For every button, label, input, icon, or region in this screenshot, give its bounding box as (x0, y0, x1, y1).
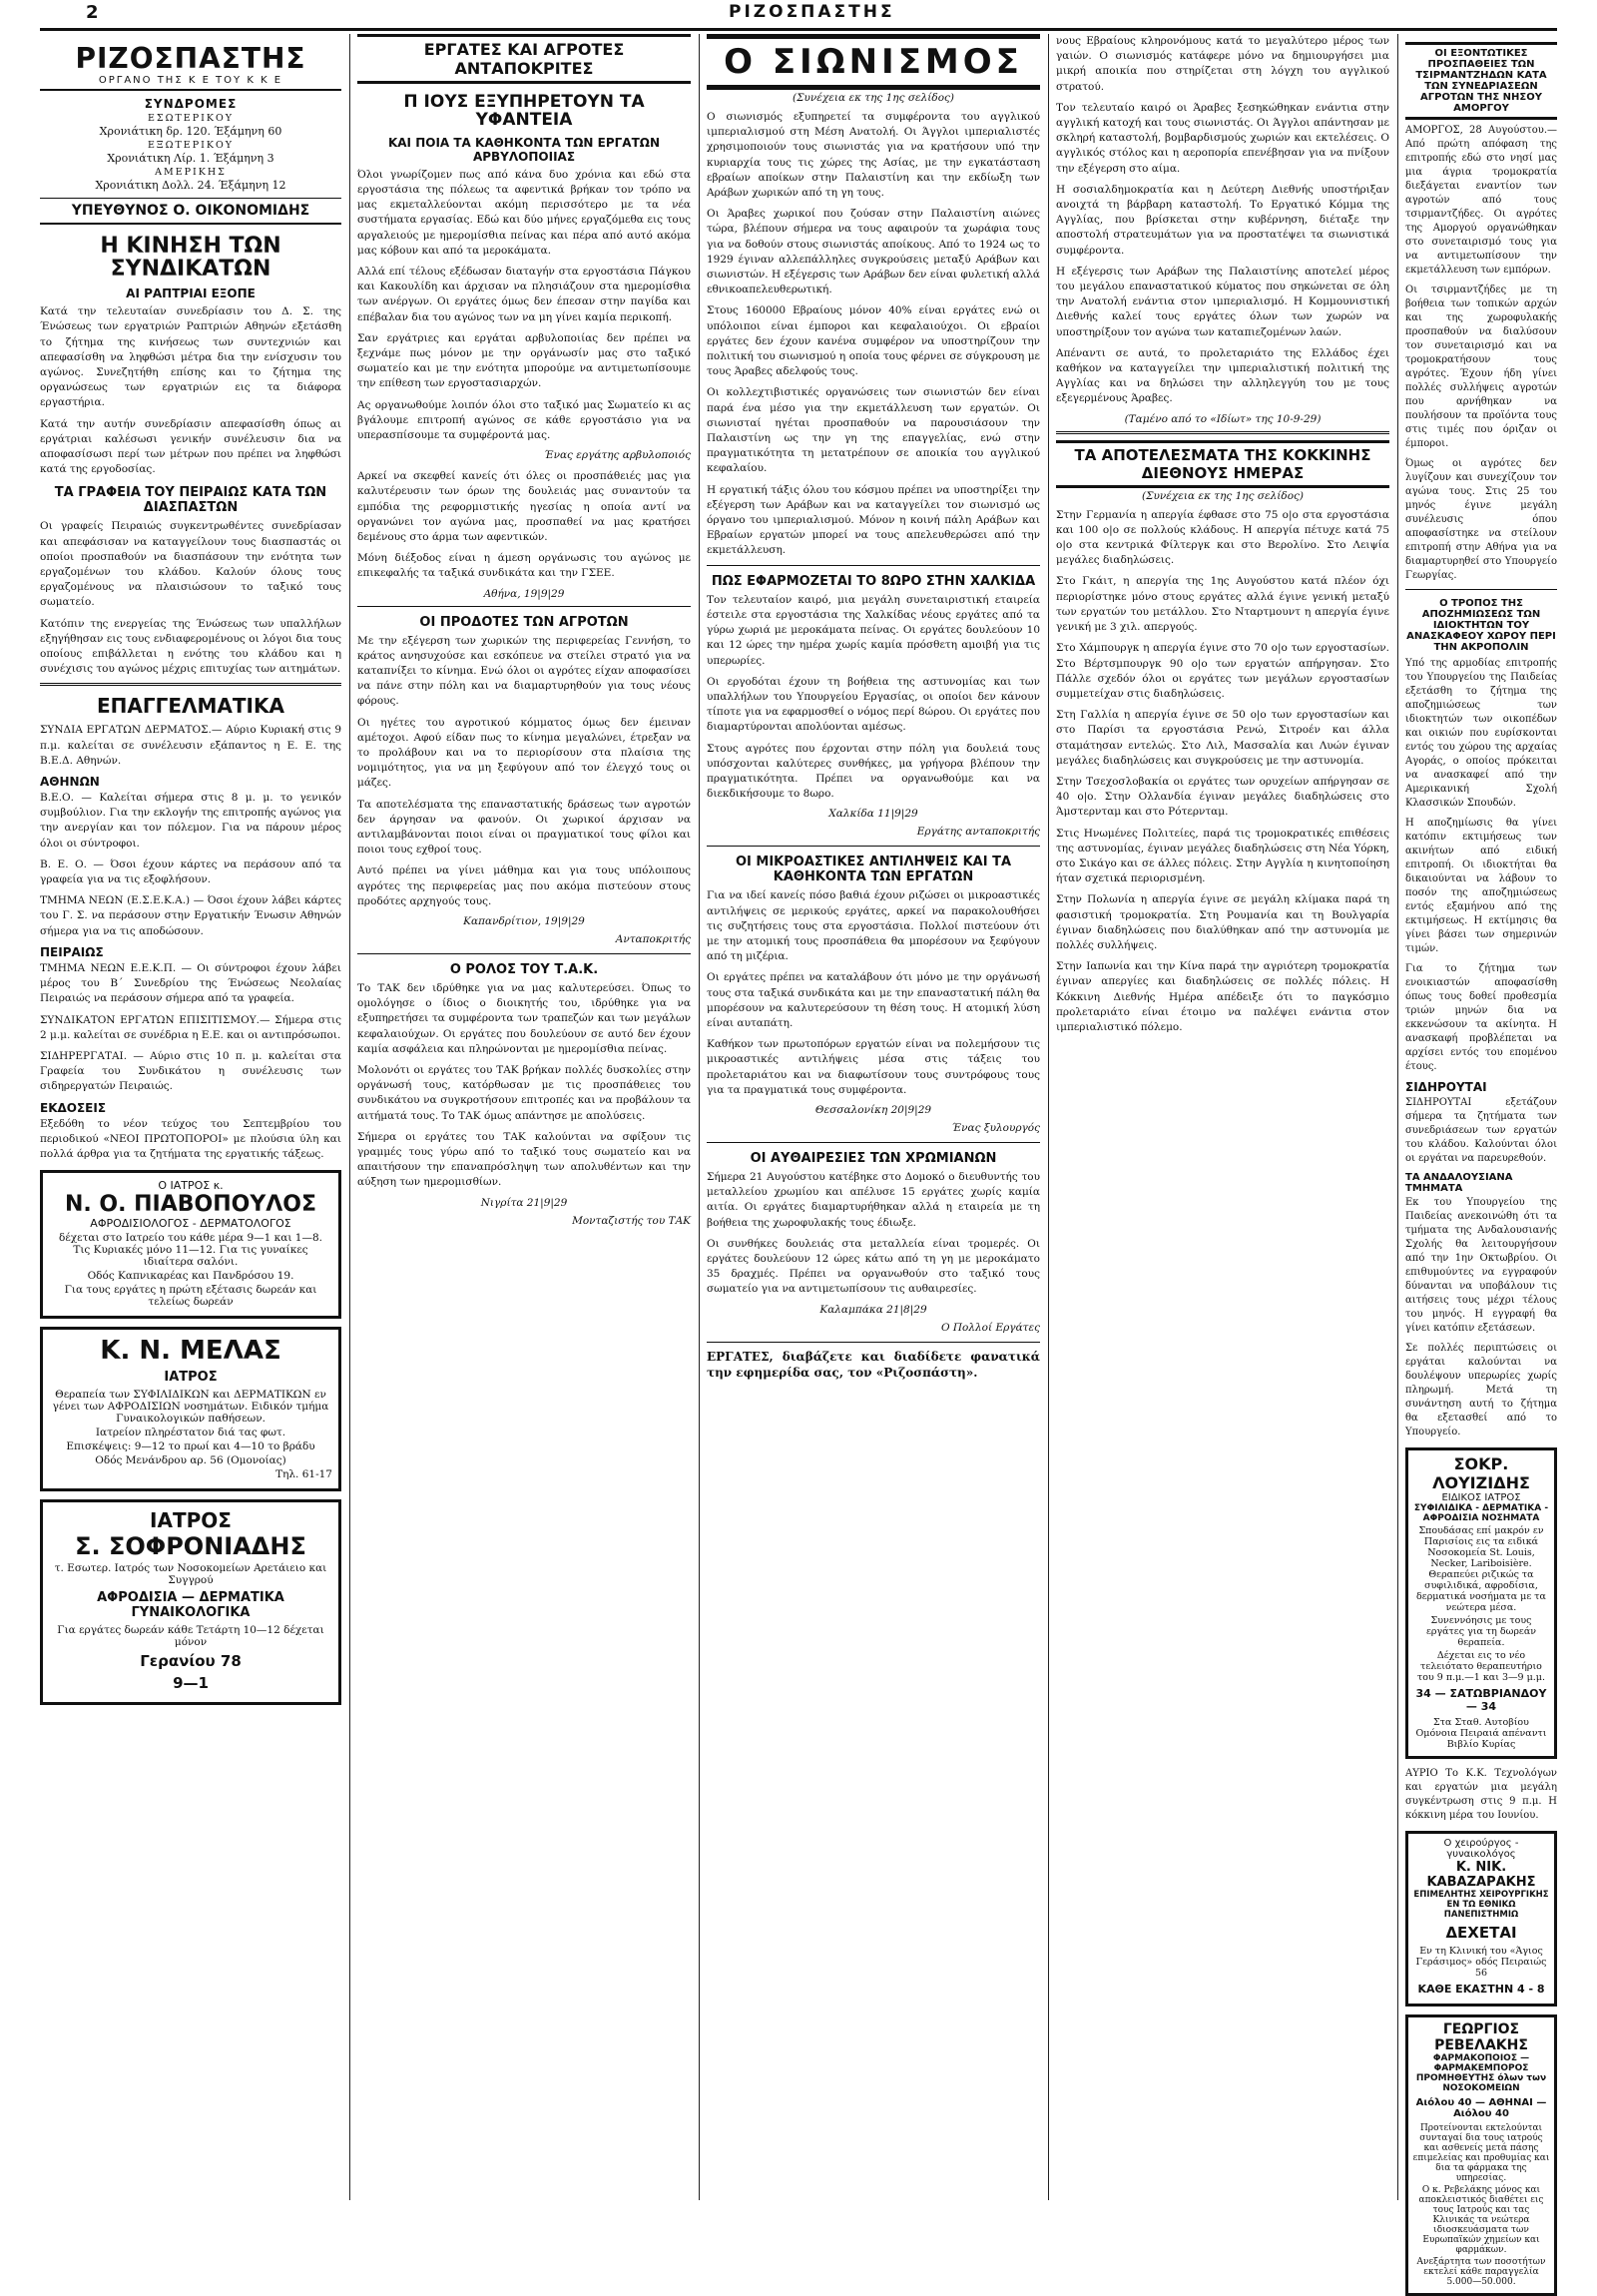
article-subheadline: ΑΙ ΡΑΠΤΡΙΑΙ ΕΞΟΠΕ (126, 287, 256, 301)
article-paragraph: Καθήκον των πρωτοπόρων εργατών είναι να πολεμήσουν τις μικροαστικές αντιλήψεις μέσα στις τάξεις του προλεταριάτου και να διαφωτίσουν τους συντρόφους τους για τα πραγματικά τους συμφέροντα. (707, 1038, 1040, 1096)
article-headline: ΤΑ ΓΡΑΦΕΙΑ ΤΟΥ ΠΕΙΡΑΙΩΣ ΚΑΤΑ ΤΩΝ ΔΙΑΣΠΑΣΤΩΝ (54, 485, 327, 516)
article-paragraph: Για το ζήτημα των ενοικιαστών αποφασίσθη όπως τους δοθεί προθεσμία τριών μηνών δια να εκκενώσουν τα ακίνητα. Η ανασκαφή προβλέπεται να αρχίσει εντός του επομένου έτους. (1405, 963, 1557, 1072)
article-headline: Ο ΤΡΟΠΟΣ ΤΗΣ ΑΠΟΖΗΜΙΩΣΕΩΣ ΤΩΝ ΙΔΙΟΚΤΗΤΩΝ ΤΟΥ ΑΝΑΣΚΑΦΕΟΥ ΧΩΡΟΥ ΠΕΡΙ ΤΗΝ ΑΚΡΟΠΟΛΙΝ (1406, 598, 1556, 653)
article-paragraph: Β.Ε.Ο. — Καλείται σήμερα στις 8 μ. μ. το γενικόν συμβούλιον. Για την εκλογήν της επιτροπής αγώνος για την ανεργίαν και τον πόλεμον. Για να πάρουν μέρος όλοι οι σύντροφοι. (40, 792, 341, 850)
column-5 (1405, 34, 1557, 2287)
ad-line: Θεραπεία των ΣΥΦΙΛΙΔΙΚΩΝ και ΔΕΡΜΑΤΙΚΩΝ εν γένει των ΑΦΡΟΔΙΣΙΩΝ νοσημάτων. Ειδικόν τμήμα Γυναικολογικών παθήσεων. (52, 1389, 329, 1426)
page-number: 2 (86, 2, 99, 23)
article-paragraph: Η σοσιαλδημοκρατία και η Δεύτερη Διεθνής υποστήριξαν ανοιχτά τη βάρβαρη καταστολή. Το Εργατικό Κόμμα της Αγγλίας, που βρίσκεται στην κυβέρνηση, διέταξε την αποστολή στρατευμάτων για να προστατέψει τα σιωνιστικά συμφέροντα. (1056, 183, 1389, 257)
article-headline: ΠΩΣ ΕΦΑΡΜΟΖΕΤΑΙ ΤΟ 8ΩΡΟ ΣΤΗΝ ΧΑΛΚΙΔΑ (711, 573, 1036, 589)
section-banner: ΕΡΓΑΤΕΣ ΚΑΙ ΑΓΡΟΤΕΣ ΑΝΤΑΠΟΚΡΙΤΕΣ (357, 34, 691, 84)
divider (707, 846, 1040, 847)
column-rule (349, 34, 350, 2200)
article-source: (Ταμένο από το «Ιδίωτ» της 10-9-29) (1124, 412, 1322, 425)
article-paragraph: Οι κολλεχτιβιστικές οργανώσεις των σιωνιστών δεν είναι παρά ένα μέσο για την εκμετάλλευση των εργατών. Οι σιωνισταί ηγέται προσπαθούν να παρουσιάσουν την Παλαιστίνη ως την γη της επαγγελίας, ενώ στην πραγματικότητα τη μετατρέπουν σε αποικία του αγγλικού κεφαλαίου. (707, 386, 1040, 475)
subscription-line: Χρονιάτικη Λίρ. 1. Έξάμηνη 3 (107, 152, 274, 165)
article-paragraph: Οι ηγέτες του αγροτικού κόμματος όμως δεν έμειναν αμέτοχοι. Αφού είδαν πως το κίνημα μεγαλώνει, έτρεξαν να το προλάβουν και να το περιορίσουν στα πλαίσια της νομιμότητος, για να μη ξεφύγουν από τον έλεγχό τους οι μάζες. (357, 716, 691, 790)
ad-line: Εν τη Κλινική του «Άγιος Γεράσιμος» οδός Πειραιώς 56 (1415, 1946, 1547, 1979)
article-paragraph: ΣΥΝΔΙΚΑΤΟΝ ΕΡΓΑΤΩΝ ΕΠΙΣΙΤΙΣΜΟΥ.— Σήμερα στις 2 μ.μ. καλείται σε συνέδρια η Ε.Ε. και οι αντιπρόσωποι. (40, 1013, 341, 1041)
editor-line: ΥΠΕΥΘΥΝΟΣ Ο. ΟΙΚΟΝΟΜΙΔΗΣ (40, 198, 341, 225)
article-paragraph: Ας οργανωθούμε λοιπόν όλοι στο ταξικό μας Σωματείο κι ας βγάλουμε επιτροπή αγώνος σε κάθε εργοστάσιο για να υπερασπίσουμε τα συμφέροντά μας. (357, 398, 691, 441)
article-headline: ΤΑ ΑΠΟΤΕΛΕΣΜΑΤΑ ΤΗΣ ΚΟΚΚΙΝΗΣ ΔΙΕΘΝΟΥΣ ΗΜΕΡΑΣ (1056, 440, 1389, 488)
article-paragraph: Ο σιωνισμός εξυπηρετεί τα συμφέροντα του αγγλικού ιμπεριαλισμού στη Μέση Ανατολή. Οι Άγγλοι ιμπεριαλιστές χρησιμοποιούν τους σιωνιστάς για να κρατήσουν υπό την κυριαρχία τους τις χώρες της Ασίας, με την εγκατάσταση εβραίων αποίκων στην Παλαιστίνη και την εκδίωξη των Αράβων χωρικών από τη γη τους. (707, 111, 1040, 200)
paper-name: ΡΙΖΟΣΠΑΣΤΗΣ (729, 2, 895, 22)
subscription-line: Χρονιάτικη δρ. 120. Έξάμηνη 60 (99, 125, 282, 138)
article-paragraph: Μόνη διέξοδος είναι η άμεση οργάνωσις του αγώνος με επικεφαλής τα ταξικά συνδικάτα και την ΓΣΕΕ. (357, 552, 691, 580)
ad-line: Για τους εργάτες η πρώτη εξέτασις δωρεάν και τελείως δωρεάν (64, 1284, 317, 1309)
ad-line: Για εργάτες δωρεάν κάθε Τετάρτη 10—12 δέχεται μόνον (57, 1624, 324, 1649)
column-4 (1056, 34, 1389, 2200)
column-2 (357, 34, 691, 2200)
article-paragraph: Για να ιδεί κανείς πόσο βαθιά έχουν ριζώσει οι μικροαστικές αντιλήψεις σε μερικούς εργάτες, αρκεί να παρακολουθήσει τις συζητήσεις τους στα εργοστάσια. Πολλοί πιστεύουν ότι με την ατομική τους προσπάθεια θα μπορέσουν να ξεφύγουν από τη μιζέρια. (707, 889, 1040, 963)
article-paragraph: Η αποζημίωσις θα γίνει κατόπιν εκτιμήσεως των ακινήτων από ειδική επιτροπή. Οι ιδιοκτήται θα δικαιούνται να λάβουν το ποσόν της αποζημιώσεως εντός εξαμήνου από της εκτιμήσεως. Η εκτίμησις θα γίνει βάσει των σημερινών τιμών. (1405, 818, 1557, 954)
article-dateline: Νιγρίτα 21|9|29 (480, 1196, 568, 1209)
ad-role: ΦΑΡΜΑΚΟΠΟΙΟΣ — ΦΑΡΜΑΚΕΜΠΟΡΟΣ (1432, 2053, 1530, 2073)
ad-line: τ. Εσωτερ. Ιατρός των Νοσοκομείων Αρετάιειο και Συγγρού (54, 1562, 327, 1587)
column-1 (40, 34, 341, 2200)
ad-line: Δέχεται εις το νέο τελειότατο θεραπευτήριο του 9 π.μ.—1 και 3—9 μ.μ. (1417, 1650, 1545, 1683)
article-paragraph: Εξεδόθη το νέον τεύχος του Σεπτεμβρίου του περιοδικού «ΝΕΟΙ ΠΡΩΤΟΠΟΡΟΙ» με πλούσια ύλη και πολλά άρθρα για τα ζητήματα της εργατικής τάξεως. (40, 1117, 341, 1160)
article-paragraph: Τα αποτελέσματα της επαναστατικής δράσεως των αγροτών δεν άργησαν να φανούν. Οι χωρικοί άρχισαν να αντιλαμβάνονται ποιοι είναι οι πραγματικοί τους φίλοι και ποιοι τους εχθροί τους. (357, 798, 691, 857)
column-rule (1048, 34, 1049, 2200)
ad-name: Κ. Ν. ΜΕΛΑΣ (100, 1336, 281, 1367)
masthead-subtitle: ΟΡΓΑΝΟ ΤΗΣ Κ Ε ΤΟΥ Κ Κ Ε (40, 75, 341, 91)
ad-line: Ανεξάρτητα των ποσοτήτων εκτελεί κάθε παραγγελία 5.000—50.000. (1416, 2257, 1546, 2287)
article-paragraph: ΤΜΗΜΑ ΝΕΩΝ Ε.Ε.Κ.Π. — Οι σύντροφοι έχουν λάβει μέρος του Β΄ Συνεδρίου της Ένώσεως Νεολαίας Πειραιώς να περάσουν σήμερα από τα γραφεία. (40, 961, 341, 1005)
article-paragraph: Στο Γκάιτ, η απεργία της 1ης Αυγούστου κατά πλέον όχι περιορίστηκε μόνο στους εργάτες αλλά έγινε γενική μεταξύ των εργατών του μετάλλου. Στο Νταρτμουντ η απεργία έγινε γενική με 3 χιλ. απεργούς. (1056, 575, 1389, 634)
main-headline: Ο ΣΙΩΝΙΣΜΟΣ (707, 34, 1040, 90)
ad-line: Συνεννόησις με τους εργάτες για τη δωρεάν θεραπεία. (1425, 1615, 1537, 1648)
article-headline: Η ΚΙΝΗΣΗ ΤΩΝ ΣΥΝΔΙΚΑΤΩΝ (100, 234, 281, 283)
divider (357, 606, 691, 607)
article-headline: ΟΙ ΕΞΟΝΤΩΤΙΚΕΣ ΠΡΟΣΠΑΘΕΙΕΣ ΤΩΝ ΤΣΙΡΜΑΝΤΖΗΔΩΝ ΚΑΤΑ ΤΩΝ ΣΥΝΕΔΡΙΑΣΕΩΝ ΑΓΡΟΤΩΝ ΤΗΣ ΝΗΣΟΥ ΑΜΟΡΓΟΥ (1405, 42, 1557, 120)
ad-name: ΣΟΚΡ. ΛΟΥΙΖΙΔΗΣ (1432, 1454, 1530, 1492)
article-paragraph: Οι εργοδόται έχουν τη βοήθεια της αστυνομίας και των υπαλλήλων του Υπουργείου Εργασίας, οι οποίοι δεν κάνουν τίποτε για να εφαρμοσθεί ο νόμος περί 8ώρου. Οι εργάτες που διαμαρτύρονται απολύονται αμέσως. (707, 675, 1040, 734)
article-paragraph: Αυτό πρέπει να γίνει μάθημα και για τους υπόλοιπους αγρότες της περιφερείας μας που ακόμα πιστεύουν στους προδότες αρχηγούς τους. (357, 864, 691, 907)
ad-hours: 9—1 (173, 1674, 209, 1693)
article-paragraph: Β. Ε. Ο. — Όσοι έχουν κάρτες να περάσουν από τα γραφεία για να τις εξοφλήσουν. (40, 858, 341, 886)
continuation-note: (Συνέχεια εκ της 1ης σελίδος) (1141, 489, 1305, 502)
article-headline: Ο ΡΟΛΟΣ ΤΟΥ Τ.Α.Κ. (449, 962, 599, 978)
ad-phone: Τηλ. 61-17 (275, 1468, 332, 1481)
article-paragraph: ΑΜΟΡΓΟΣ, 28 Αυγούστου.— Από πρώτη απόφαση της επιτροπής εδώ στο νησί μας μια άγρια τρομοκρατία διεξάγεται εναντίον των αγροτών από τους τσιρμαντζήδες. Οι αγρότες της Αμοργού οργανώθηκαν στο συνεταιρισμό τους για να αντιμετωπίσουν την εκμετάλλευση των εμπόρων. (1405, 125, 1557, 276)
article-paragraph: Στην Πολωνία η απεργία έγινε σε μεγάλη κλίμακα παρά τη φασιστική τρομοκρατία. Στη Ρουμανία και τη Βουλγαρία έγιναν διαδηλώσεις που διαλύθηκαν από την αστυνομία με πολλές συλλήψεις. (1056, 893, 1389, 951)
article-paragraph: Αρκεί να σκεφθεί κανείς ότι όλες οι προσπάθειές μας για καλυτέρευσιν των όρων της δουλειάς μας συναντούν τα εμπόδια της ρεφορμιστικής ηγεσίας η οποία αντί να οργανώνει τον αγώνα μας, προσπαθεί να μας κρατήσει δεμένους στο άρμα των αφεντικών. (357, 470, 691, 543)
article-signature: Ένας ξυλουργός (951, 1121, 1040, 1134)
footer-appeal: ΕΡΓΑΤΕΣ, διαβάζετε και διαδίδετε φανατικά την εφημερίδα σας, τον «Ριζοσπάστη». (707, 1349, 1040, 1380)
column-rule (699, 34, 700, 2200)
subscription-head: ΕΣΩΤΕΡΙΚΟΥ (147, 113, 235, 124)
article-paragraph: Στην Γερμανία η απεργία έφθασε στο 75 ο|ο στα εργοστάσια και 100 ο|ο σε πολλούς κλάδους. Η απεργία πέτυχε κατά 75 ο|ο στα κεντρικά Φίλτεργκ και στο Βερολίνο. Στο Λειψία μεγάλες διαδηλώσεις. (1056, 508, 1389, 567)
advertisement (1405, 1447, 1557, 1759)
article-paragraph: Με την εξέγερση των χωρικών της περιφερείας Γεννήση, το κράτος ανησυχούσε και εσκόπευε να στείλει στρατό για να καταπνίξει το κίνημα. Ενώ όλοι οι αγρότες είχαν αποφασίσει να πάνε στην πόλη και να διαμαρτυρηθούν για τους νέους φόρους. (357, 634, 691, 708)
ad-name: Κ. ΝΙΚ. ΚΑΒΑΖΑΡΑΚΗΣ (1426, 1860, 1536, 1890)
article-paragraph: Σήμερα οι εργάτες του ΤΑΚ καλούνται να σφίξουν τις γραμμές τους γύρω από το ταξικό τους σωματείο και να απαιτήσουν την επαναπρόσληψη των απολυθέντων και την αύξηση των ημερομισθίων. (357, 1130, 691, 1189)
article-paragraph: Εκ του Υπουργείου της Παιδείας ανεκοινώθη ότι τα τμήματα της Ανδαλουσιανής Σχολής θα λειτουργήσουν από την 1ην Οκτωβρίου. Οι επιθυμούντες να εγγραφούν δύνανται να υποβάλουν τις αιτήσεις τους μέχρι τέλους του μηνός. Η εγγραφή θα γίνει κατόπιν εξετάσεων. (1405, 1197, 1557, 1334)
article-paragraph: Στους αγρότες που έρχονται στην πόλη για δουλειά τους υπόσχονται καλύτερες συνθήκες, μα γρήγορα βλέπουν την πραγματικότητα. Πρέπει να οργανωθούμε και να διεκδικήσουμε το 8ωρο. (707, 742, 1040, 801)
divider (1405, 589, 1557, 590)
article-paragraph: Όλοι γνωρίζομεν πως από κάνα δυο χρόνια και εδώ στα εργοστάσια της πόλεως τα αφεντικά βρήκαν τον τρόπο να μας εκμεταλλεύονται ακόμη περισσότερο με τα νέα συστήματα εργασίας. Εδώ και δύο μήνες εργαζόμεθα εις τους αργαλειούς με ημερομίσθια πείνας και πέρα από αυτό ακόμα μας κόβουν και από τα μεροκάματα. (357, 168, 691, 257)
advertisement (1405, 2014, 1557, 2296)
column-3 (707, 34, 1040, 2200)
ad-role: ΕΠΙΜΕΛΗΤΗΣ ΧΕΙΡΟΥΡΓΙΚΗΣ ΕΝ ΤΩ ΕΘΝΙΚΩ ΠΑΝΕΠΙΣΤΗΜΙΩ (1413, 1890, 1549, 1920)
article-paragraph: ΣΙΔΗΡΕΡΓΑΤΑΙ. — Αύριο στις 10 π. μ. καλείται στα Γραφεία του Συνδικάτου η συνέλευσις των σιδηρεργατών Πειραιώς. (40, 1049, 341, 1093)
article-dateline: Καπανδρίτιον, 19|9|29 (463, 915, 585, 928)
ad-address: 34 — ΣΑΤΩΒΡΙΑΝΔΟΥ — 34 (1415, 1687, 1547, 1713)
article-signature: Ο Πολλοί Εργάτες (940, 1321, 1040, 1334)
article-paragraph: Στο Χάμπουργκ η απεργία έγινε στο 70 ο|ο των εργοστασίων. Στο Βέρτσμπουργκ 90 ο|ο των εργατών απήργησαν. Στο Πάλλε σχεδόν όλοι οι εργάτες των μεγάλων εργοστασίων συμμετείχαν στις διαδηλώσεις. (1056, 642, 1389, 700)
subscription-head: ΕΞΩΤΕΡΙΚΟΥ (147, 140, 235, 151)
section-label: ΑΘΗΝΩΝ (40, 775, 100, 790)
ad-line: Ιατρείον πληρέστατον διά τας φωτ. (95, 1427, 286, 1439)
article-paragraph: ΑΥΡΙΟ Το Κ.Κ. Τεχνολόγων και εργατών μια μεγάλη συγκέντρωση στις 9 π.μ. Η κόκκινη μέρα του Ιουνίου. (1405, 1768, 1557, 1821)
article-paragraph: Σήμερα 21 Αυγούστου κατέβηκε στο Δομοκό ο διευθυντής του μεταλλείου χρωμίου και απέλυσε 15 εργάτες χωρίς καμία αιτία. Οι εργάτες διαμαρτυρήθηκαν αλλά η εταιρεία με τη βοήθεια της χωροφυλακής τους έδιωξε. (707, 1170, 1040, 1229)
article-paragraph: Κατά την αυτήν συνεδρίασιν απεφασίσθη όπως αι εργάτριαι καλέσωσι γενικήν συνέλευσιν δια να αποφασίσωσι περί των μέτρων που πρέπει να ληφθώσι κατά της εργοδοσίας. (40, 417, 341, 476)
ad-line: δέχεται στο Ιατρείο του κάθε μέρα 9—1 και 1—8. Τις Κυριακές μόνο 11—12. Για τις γυναίκες ιδιαίτερα σαλόνι. (59, 1232, 322, 1269)
article-signature: Εργάτης ανταποκριτής (916, 826, 1040, 839)
divider (40, 683, 341, 686)
ad-top: Ο χειρούργος - γυναικολόγος (1443, 1838, 1519, 1860)
divider (707, 1142, 1040, 1143)
subscriptions-title: ΣΥΝΔΡΟΜΕΣ (144, 97, 238, 111)
section-label: ΤΑ ΑΝΔΑΛΟΥΣΙΑΝΑ ΤΜΗΜΑΤΑ (1405, 1172, 1513, 1194)
article-paragraph: Η εξέγερσις των Αράβων της Παλαιστίνης αποτελεί μέρος του μεγάλου επαναστατικού κύματος που σηκώνεται σε όλη την Ανατολή ενάντια στον ιμπεριαλισμό. Η Κομμουνιστική Διεθνής καλεί τους εργάτες όλων των χωρών να υποστηρίξουν τον αγώνα των καταπιεζομένων λαών. (1056, 265, 1389, 338)
page-header (40, 0, 1557, 31)
article-paragraph: Οι γραφείς Πειραιώς συγκεντρωθέντες συνεδρίασαν και απεφάσισαν να καταγγείλουν τους διασπαστάς οι οποίοι προσπαθούν να διασπάσουν την ενότητα των εργαζομένων του κλάδου. Καλούν όλους τους εργαζομένους να πλαισιώσουν το ταξικό τους σωματείο. (40, 520, 341, 609)
article-paragraph: Οι εργάτες πρέπει να καταλάβουν ότι μόνο με την οργάνωσή τους στα ταξικά συνδικάτα και με την επαναστατική πάλη θα μπορέσουν να καλυτερεύσουν τη θέση τους. Η ατομική λύση είναι αυταπάτη. (707, 971, 1040, 1029)
article-paragraph: Τον τελευταίο καιρό οι Άραβες ξεσηκώθηκαν ενάντια στην αγγλική κατοχή και τους σιωνιστάς. Οι Άγγλοι απάντησαν με σκληρή καταστολή, βομβαρδισμούς χωριών και εκτελέσεις. Ο αγγλικός στόλος και η αεροπορία επενέβησαν για να πνίξουν την εξέγερση στο αίμα. (1056, 101, 1389, 175)
ad-line: Ο κ. Ρεβελάκης μόνος και αποκλειστικός διαθέτει εις τους Ιατρούς και τας Κλινικάς τα νεώτερα ιδιοσκευάσματα των Ευρωπαϊκών χημείων και φαρμάκων. (1418, 2185, 1544, 2255)
article-signature: Ανταποκριτής (615, 933, 691, 946)
article-paragraph: Οι τσιρμαντζήδες με τη βοήθεια των τοπικών αρχών και της χωροφυλακής προσπαθούν να διαλύσουν τον συνεταιρισμό και να τρομοκρατήσουν τους αγρότες. Έχουν ήδη γίνει πολλές συλλήψεις αγροτών που αρνήθηκαν να πουλήσουν τα προϊόντα τους στις τιμές που όριζαν οι έμποροι. (1405, 285, 1557, 449)
ad-line: Προτείνονται εκτελούνται συνταγαί δια τους ιατρούς και ασθενείς μετά πάσης επιμελείας και προθυμίας και δια τα φάρμακα της υπηρεσίας. (1412, 2123, 1550, 2183)
divider (707, 1342, 1040, 1343)
ad-address: Γερανίου 78 (140, 1652, 242, 1671)
article-dateline: Χαλκίδα 11|9|29 (828, 808, 918, 821)
ad-name: ΓΕΩΡΓΙΟΣ ΡΕΒΕΛΑΚΗΣ (1434, 2021, 1528, 2053)
article-paragraph: Σε πολλές περιπτώσεις οι εργάται καλούνται να δουλέψουν υπερωρίες χωρίς πληρωμή. Μετά τη συνάντηση αυτή το ζήτημα θα εξετασθεί από το Υπουργείο. (1405, 1343, 1557, 1437)
article-headline: ΟΙ ΜΙΚΡΟΑΣΤΙΚΕΣ ΑΝΤΙΛΗΨΕΙΣ ΚΑΙ ΤΑ ΚΑΘΗΚΟΝΤΑ ΤΩΝ ΕΡΓΑΤΩΝ (735, 855, 1012, 885)
ad-line: Οδός Καπνικαρέας και Πανδρόσου 19. (87, 1270, 294, 1283)
article-paragraph: Τον τελευταίον καιρό, μια μεγάλη συνεταιριστική εταιρεία έστειλε στα εργοστάσια της Χαλκίδας νέους εργάτες από τα γύρω χωριά με μεροκάματα πείνας. Οι εργάτες δουλεύουν 10 και 12 ώρες την ημέρα χωρίς καμία πρόσθετη αμοιβή για τις υπερωρίες. (707, 593, 1040, 667)
ad-line: ΑΦΡΟΔΙΣΙΑ — ΔΕΡΜΑΤΙΚΑ ΓΥΝΑΙΚΟΛΟΓΙΚΑ (97, 1590, 284, 1621)
article-paragraph: ΤΜΗΜΑ ΝΕΩΝ (Ε.Σ.Ε.Κ.Α.) — Όσοι έχουν λάβει κάρτες του Γ. Σ. να περάσουν στην Εργατικήν Ένωσιν Αθηνών σήμερα για να τις αποδώσουν. (40, 894, 341, 937)
section-headline: ΕΠΑΓΓΕΛΜΑΤΙΚΑ (97, 694, 284, 719)
article-signature: Μονταζιστής του ΤΑΚ (572, 1214, 691, 1227)
article-paragraph: Κατά την τελευταίαν συνεδρίασιν του Δ. Σ. της Ένώσεως των εργατριών Ραπτριών Αθηνών εξετάσθη το ζήτημα της κινήσεως των συντεχνιών και απεφασίσθη να ληφθώσι μέτρα δια την ενίσχυσιν του αγώνος. Συνεζητήθη επίσης και το ζήτημα της οργανώσεως των εργατριών εις τα διάφορα εργαστήρια. (40, 305, 341, 409)
ad-hours: ΚΑΘΕ ΕΚΑΣΤΗΝ 4 - 8 (1417, 1983, 1545, 1996)
article-paragraph: Οι Άραβες χωρικοί που ζούσαν στην Παλαιστίνη αιώνες τώρα, βλέπουν σήμερα να τους αφαιρούν τα χωράφια τους για να δοθούν στους σιωνιστάς αποίκους. Από το 1924 ως το 1929 έγιναν αλλεπάλληλες συγκρούσεις μεταξύ Αράβων και σιωνιστών. Η εξέγερσις των Αράβων δεν είναι φυλετική αλλά εθνικοαπελευθερωτική. (707, 208, 1040, 296)
masthead-title: ΡΙΖΟΣΠΑΣΤΗΣ (75, 42, 306, 75)
ad-role: ΙΑΤΡΟΣ (164, 1370, 218, 1386)
article-signature: Ένας εργάτης αρβυλοποιός (544, 449, 691, 462)
ad-role: ΕΙΔΙΚΟΣ ΙΑΤΡΟΣ (1441, 1492, 1521, 1503)
article-paragraph: ΣΙΔΗΡΟΥΤΑΙ εξετάζουν σήμερα τα ζητήματα των συνεδριάσεων των εργατών του κλάδου. Καλούνται όλοι οι εργάται να παρευρεθούν. (1405, 1097, 1557, 1164)
article-dateline: Καλαμπάκα 21|8|29 (819, 1303, 927, 1316)
article-paragraph: Το ΤΑΚ δεν ιδρύθηκε για να μας καλυτερεύσει. Όπως το ομολόγησε ο ίδιος ο διοικητής του, ιδρύθηκε για να εξυπηρετήσει τα συμφέροντα των τραπεζών και των μεγάλων κεφαλαιούχων. Οι εργάτες που δουλεύουν σε αυτό δεν έχουν καμία ασφάλεια και πληρώνονται με ημερομίσθια πείνας. (357, 982, 691, 1055)
advertisement (40, 1327, 341, 1491)
column-rule (1397, 34, 1398, 2200)
article-paragraph: Μολονότι οι εργάτες του ΤΑΚ βρήκαν πολλές δυσκολίες στην οργάνωσή τους, κατόρθωσαν με τις προσπάθειες του συνδικάτου να συγκροτήσουν επιτροπές και να προβάλουν τα αιτήματά τους. Το ΤΑΚ όμως απάντησε με απολύσεις. (357, 1064, 691, 1122)
article-paragraph: Στην Ιαπωνία και την Κίνα παρά την αγριότερη τρομοκρατία έγιναν απεργίες και διαδηλώσεις σε πολλές πόλεις. Η Κόκκινη Διεθνής Ημέρα απέδειξε ότι το παγκόσμιο προλεταριάτο είναι έτοιμο να παλέψει ενάντια στον ιμπεριαλιστικό πόλεμο. (1056, 960, 1389, 1033)
article-dateline: Αθήνα, 19|9|29 (483, 587, 565, 600)
ad-name: Ν. Ο. ΠΙΑΒΟΠΟΥΛΟΣ (64, 1192, 317, 1218)
article-dateline: Θεσσαλονίκη 20|9|29 (814, 1103, 932, 1116)
divider (1056, 431, 1389, 434)
section-label: ΣΙΔΗΡΟΥΤΑΙ (1405, 1080, 1487, 1094)
ad-specialty: ΣΥΦΙΛΙΔΙΚΑ - ΔΕΡΜΑΤΙΚΑ - ΑΦΡΟΔΙΣΙΑ ΝΟΣΗΜΑΤΑ (1413, 1503, 1549, 1523)
advertisement (1405, 1831, 1557, 2007)
article-paragraph: Στην Τσεχοσλοβακία οι εργάτες των ορυχείων απήργησαν σε 40 ο|ο. Στην Ολλανδία έγιναν μεγάλες διαδηλώσεις στο Άμστερνταμ και στο Ρότερνταμ. (1056, 775, 1389, 819)
divider (357, 953, 691, 954)
article-paragraph: Η εργατική τάξις όλου του κόσμου πρέπει να υποστηρίξει την εξέγερση των Αράβων και να καταγγείλει τον σιωνισμό ως όργανο του ιμπεριαλισμού. Μόνον η κοινή πάλη Αράβων και Εβραίων εργατών μπορεί να τους απελευθερώσει από την εκμετάλλευση. (707, 483, 1040, 557)
article-paragraph: Στις Ηνωμένες Πολιτείες, παρά τις τρομοκρατικές επιθέσεις της αστυνομίας, έγιναν μεγάλες διαδηλώσεις στη Νέα Υόρκη, στο Σικάγο και σε άλλες πόλεις. Στην Αγγλία η κινητοποίηση ήταν σχετικά περιορισμένη. (1056, 827, 1389, 885)
continuation-note: (Συνέχεια εκ της 1ης σελίδος) (792, 92, 955, 104)
article-paragraph: Απέναντι σε αυτά, το προλεταριάτο της Ελλάδος έχει καθήκον να καταγγείλει την ιμπεριαλιστική πολιτική της Αγγλίας και να δηλώσει την αλληλεγγύη του με τους εξεγερμένους Άραβες. (1056, 346, 1389, 405)
section-label: ΠΕΙΡΑΙΩΣ (40, 944, 104, 959)
article-paragraph: Κατόπιν της ενεργείας της Ένώσεως των υπαλλήλων εξηγήθησαν εις τους ενδιαφερομένους οι λόγοι δια τους οποίους επιβάλλεται η ενότης του κλάδου και η συνέχισις του αγώνος μέχρις επιτυχίας των αιτημάτων. (40, 617, 341, 676)
article-paragraph: Στους 160000 Εβραίους μόνον 40% είναι εργάτες ενώ οι υπόλοιποι είναι έμποροι και κεφαλαιούχοι. Οι εβραίοι εργάτες δεν έχουν κανένα συμφέρον να υποστηρίζουν την πολιτική του σιωνισμού η οποία τους φέρνει σε σύγκρουση με τους Άραβες αδελφούς τους. (707, 304, 1040, 378)
article-paragraph: Οι συνθήκες δουλειάς στα μεταλλεία είναι τρομερές. Οι εργάτες δουλεύουν 12 ώρες κάτω από τη γη με μεροκάματο 35 δραχμές. Πρέπει να οργανωθούν στο ταξικό τους σωματείο για να αντιμετωπίσουν τις αυθαιρεσίες. (707, 1237, 1040, 1296)
ad-top: Ο ΙΑΤΡΟΣ κ. (158, 1179, 224, 1193)
advertisement (40, 1170, 341, 1319)
article-paragraph: ΣΥΝΔΙΑ ΕΡΓΑΤΩΝ ΔΕΡΜΑΤΟΣ.— Αύριο Κυριακή στις 9 π.μ. καλείται σε συνέλευσιν εξάπαντος η Ε. Ε. της Β.Ε.Δ. Αθηνών. (40, 724, 341, 767)
subscription-head: ΑΜΕΡΙΚΗΣ (155, 167, 227, 178)
ad-line: ΔΕΧΕΤΑΙ (1445, 1924, 1517, 1942)
article-headline: ΟΙ ΑΥΘΑΙΡΕΣΙΕΣ ΤΩΝ ΧΡΩΜΙΑΝΩΝ (750, 1150, 997, 1166)
ad-line: Οδός Μενάνδρου αρ. 56 (Ομονοίας) (95, 1454, 286, 1467)
article-paragraph: Όμως οι αγρότες δεν λυγίζουν και συνεχίζουν τον αγώνα τους. Στις 25 του μηνός έγινε μεγάλη συνέλευσις όπου αποφασίστηκε να στείλουν επιτροπή στην Αθήνα για να διαμαρτυρηθεί στο Υπουργείο Γεωργίας. (1405, 458, 1557, 581)
article-headline: Π ΙΟΥΣ ΕΞΥΠΗΡΕΤΟΥΝ ΤΑ ΥΦΑΝΤΕΙΑ (403, 92, 645, 130)
divider (707, 565, 1040, 566)
subscription-line: Χρονιάτικη Δολλ. 24. Έξάμηνη 12 (95, 179, 286, 192)
ad-line: Επισκέψεις: 9—12 το πρωί και 4—10 το βράδυ (66, 1440, 315, 1453)
article-paragraph: Σαν εργάτριες και εργάται αρβυλοποιίας δεν πρέπει να ξεχνάμε πως μόνον με την οργάνωσίν μας στο ταξικό σωματείο και με την ενότητα μπορούμε να αντιμετωπίσουμε την επίθεση των εργοστασιαρχών. (357, 331, 691, 390)
article-headline: ΟΙ ΠΡΟΔΟΤΕΣ ΤΩΝ ΑΓΡΟΤΩΝ (419, 614, 629, 630)
ad-address: Αιόλου 40 — ΑΘΗΝΑΙ — Αιόλου 40 (1415, 2097, 1547, 2119)
article-paragraph: Στη Γαλλία η απεργία έγινε σε 50 ο|ο των εργοστασίων και στο Παρίσι τα εργοστάσια Ρενώ, Σιτροέν και άλλα σταμάτησαν εντελώς. Στο Λιλ, Μασσαλία και Λυών έγιναν μεγάλες διαδηλώσεις και συγκρούσεις με την αστυνομία. (1056, 709, 1389, 767)
article-subheadline: ΚΑΙ ΠΟΙΑ ΤΑ ΚΑΘΗΚΟΝΤΑ ΤΩΝ ΕΡΓΑΤΩΝ ΑΡΒΥΛΟΠΟΙΙΑΣ (387, 135, 661, 164)
article-paragraph: Αλλά επί τέλους εξέδωσαν διαταγήν στα εργοστάσια Πάγκου και Κακουλίδη και άρχισαν να πλησιάζουν στα ημερομίσθια των ανέργων. Οι εργάτες όμως δεν έπεσαν στην παγίδα και επέβαλαν δια του αγώνος των να μη γίνει καμία περικοπή. (357, 265, 691, 323)
advertisement (40, 1499, 341, 1705)
ad-line: Στα Σταθ. Αυτοβίου Ομόνοια Πειραιά απέναντι Βιβλίο Κυρίας (1415, 1717, 1547, 1750)
article-paragraph: Υπό της αρμοδίας επιτροπής του Υπουργείου της Παιδείας εξετάσθη το ζήτημα της αποζημιώσεως των ιδιοκτητών των οικοπέδων και οικιών που ευρίσκονται εντός του χώρου της αρχαίας Αγοράς, ο οποίος πρόκειται να ανασκαφεί από την Αμερικανική Σχολή Κλασσικών Σπουδών. (1405, 658, 1557, 809)
ad-role: ΑΦΡΟΔΙΣΙΟΛΟΓΟΣ - ΔΕΡΜΑΤΟΛΟΓΟΣ (90, 1217, 291, 1231)
ad-line: ΠΡΟΜΗΘΕΥΤΗΣ όλων των ΝΟΣΟΚΟΜΕΙΩΝ (1415, 2073, 1547, 2093)
article-paragraph: νους Εβραίους κληρονόμους κατά το μεγαλύτερο μέρος των γαιών. Ο σιωνισμός κατάφερε μόνο να δημιουργήσει μια μικρή αποικία που στηρίζεται στη λόγχη του αγγλικού στρατού. (1056, 35, 1389, 93)
section-label: ΕΚΔΟΣΕΙΣ (40, 1100, 107, 1115)
ad-line: Σπουδάσας επί μακρόν εν Παρισίοις εις τα ειδικά Νοσοκομεία St. Louis, Necker, Lariboisière. Θεραπεύει ριζικώς τα συφιλιδικά, αφροδίσια, δερματικά νοσήματα με τα νεώτερα μέσα. (1416, 1525, 1546, 1613)
ad-top: ΙΑΤΡΟΣ (150, 1508, 232, 1533)
ad-name: Σ. ΣΟΦΡΟΝΙΑΔΗΣ (75, 1532, 306, 1561)
